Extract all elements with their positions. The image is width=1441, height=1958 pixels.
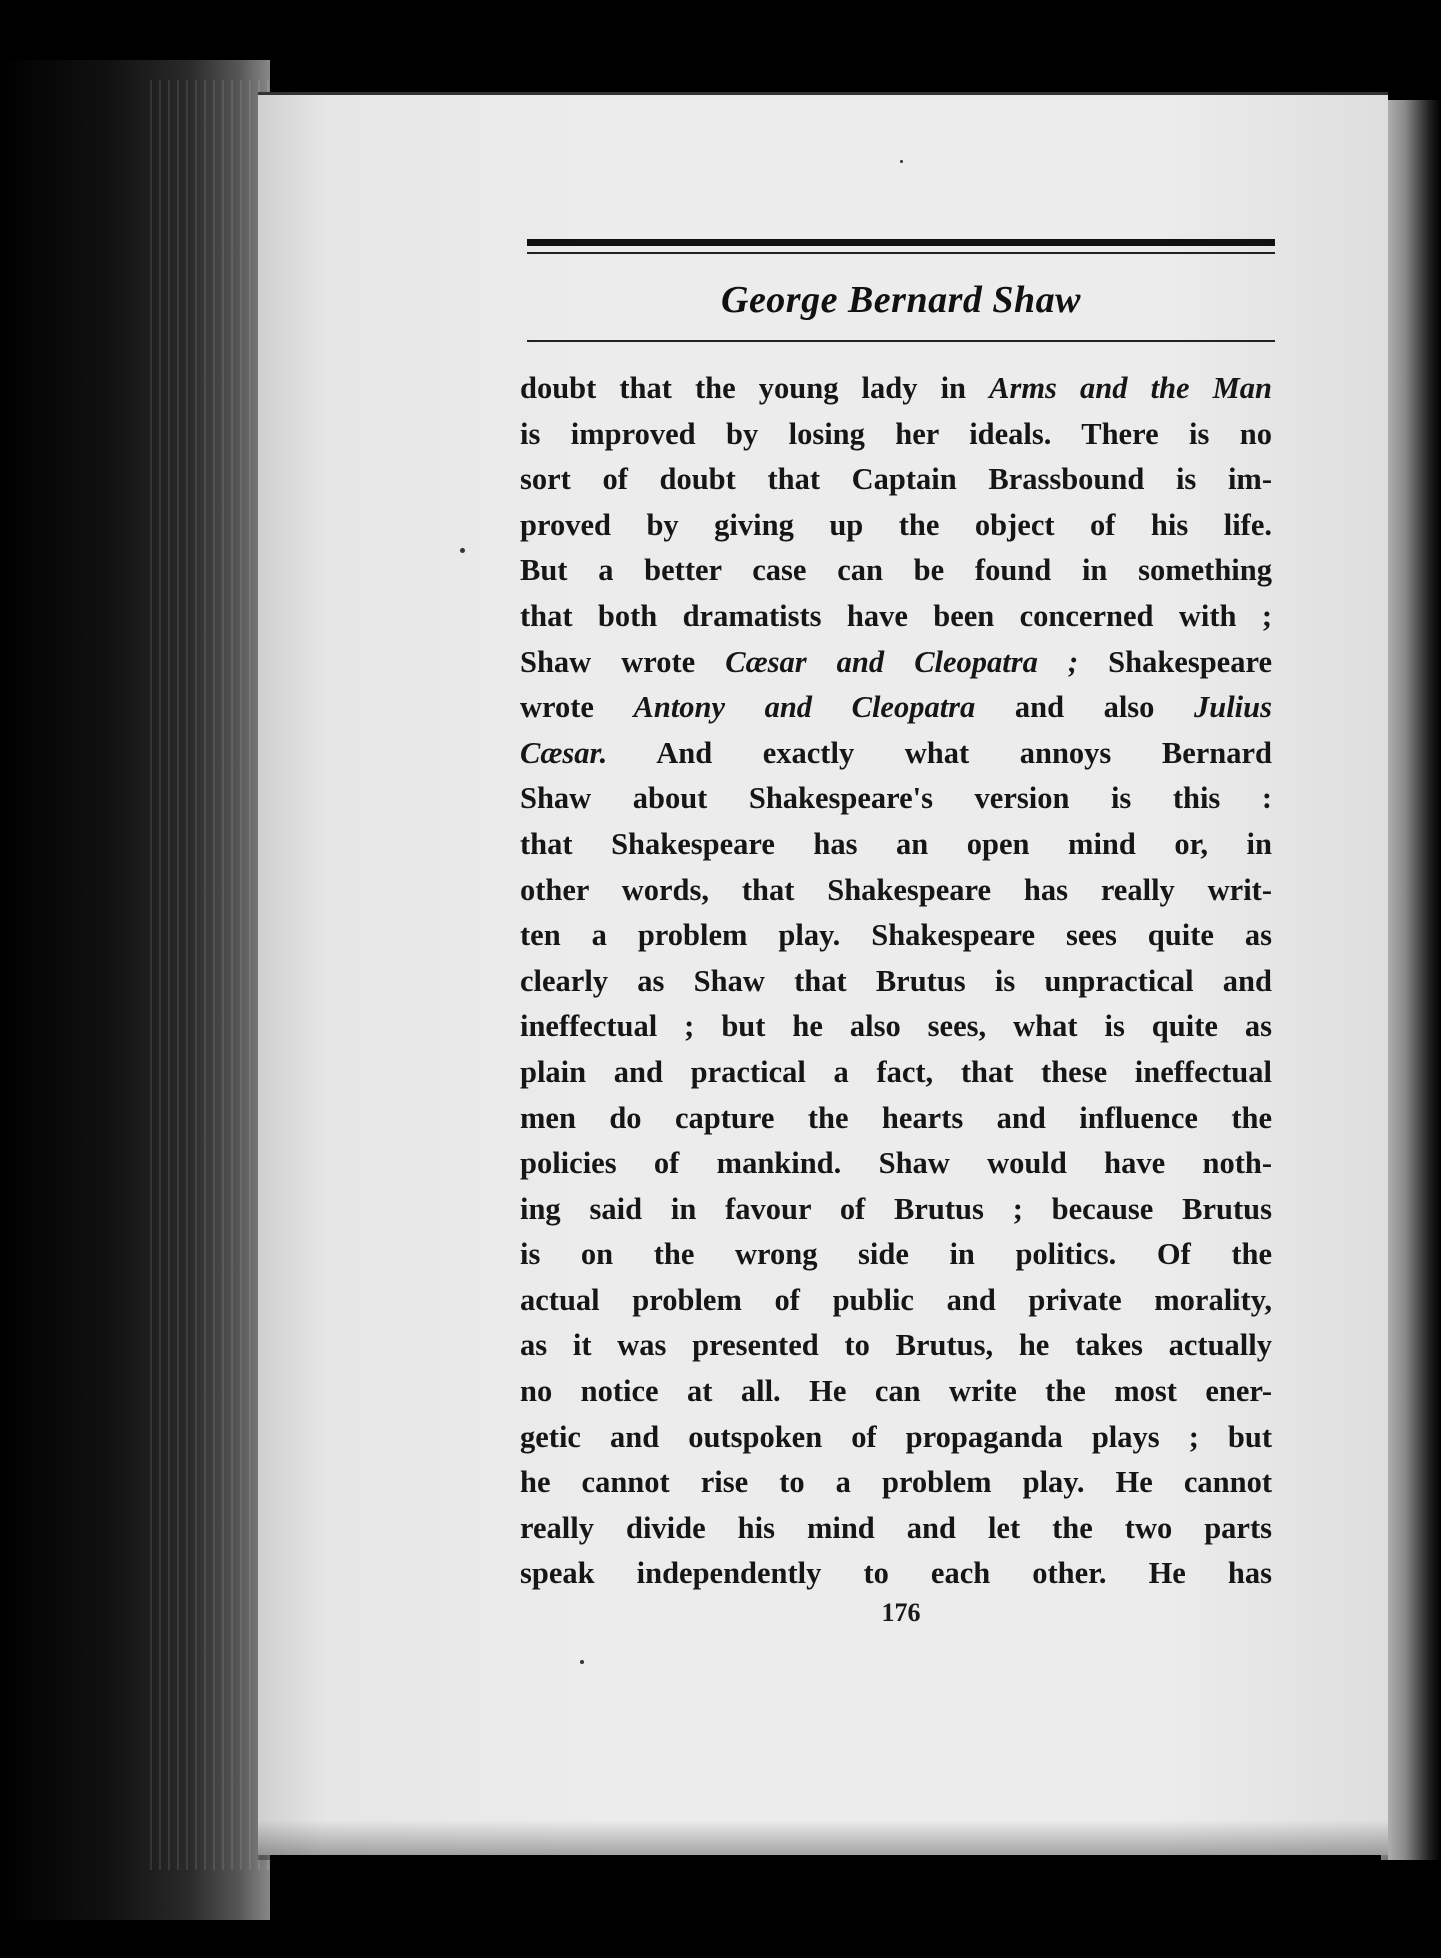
text-segment: Shaw about Shakespeare's version is this : <box>520 781 1272 816</box>
body-text <box>520 366 1272 1597</box>
text-line <box>520 913 1272 959</box>
text-segment: Shaw wrote <box>520 644 726 679</box>
page-number: 176 <box>881 1598 921 1627</box>
text-line <box>520 1323 1272 1369</box>
text-segment: plain and practical a fact, that these ineffectual <box>520 1054 1272 1089</box>
running-head: George Bernard Shaw <box>721 279 1081 321</box>
paper-speck <box>460 548 465 553</box>
text-segment: Shakespeare <box>1078 644 1272 679</box>
paper-speck <box>900 160 903 163</box>
text-segment: really divide his mind and let the two parts <box>520 1510 1272 1545</box>
italic-title: Arms and the Man <box>989 371 1272 405</box>
text-line <box>520 1551 1272 1597</box>
text-line <box>520 868 1272 914</box>
header-rule-bottom <box>527 340 1275 342</box>
text-segment: ineffectual ; but he also sees, what is quite as <box>520 1009 1272 1044</box>
text-segment: ing said in favour of Brutus ; because Brutus <box>520 1191 1272 1226</box>
text-segment: getic and outspoken of propaganda plays ; but <box>520 1419 1272 1454</box>
page-bottom-shadow <box>258 1820 1388 1860</box>
text-line <box>520 548 1272 594</box>
text-segment: as it was presented to Brutus, he takes actually <box>520 1328 1272 1363</box>
text-line <box>520 959 1272 1005</box>
text-line <box>520 1187 1272 1233</box>
text-segment: speak independently to each other. He has <box>520 1556 1272 1591</box>
paper-speck <box>580 1660 584 1664</box>
text-line <box>520 640 1272 686</box>
text-segment: proved by giving up the object of his life. <box>520 507 1272 542</box>
text-line <box>520 776 1272 822</box>
text-line <box>520 412 1272 458</box>
text-line <box>520 731 1272 777</box>
text-segment: actual problem of public and private morality, <box>520 1282 1272 1317</box>
italic-title: Antony and Cleopatra <box>633 690 976 725</box>
text-segment: that Shakespeare has an open mind or, in <box>520 826 1272 861</box>
text-segment: But a better case can be found in something <box>520 553 1272 588</box>
text-segment: And exactly what annoys Bernard <box>607 735 1272 770</box>
text-line <box>520 1278 1272 1324</box>
text-segment: is on the wrong side in politics. Of the <box>520 1237 1272 1272</box>
text-segment: he cannot rise to a problem play. He cannot <box>520 1465 1272 1500</box>
text-line <box>520 1415 1272 1461</box>
header-rule-thin <box>527 252 1275 254</box>
text-segment: wrote <box>520 690 634 725</box>
text-segment: men do capture the hearts and influence the <box>520 1100 1272 1135</box>
text-line <box>520 1506 1272 1552</box>
text-line <box>520 1096 1272 1142</box>
text-segment: sort of doubt that Captain Brassbound is im- <box>520 462 1272 497</box>
text-segment: ten a problem play. Shakespeare sees quite as <box>520 918 1272 953</box>
text-line <box>520 503 1272 549</box>
text-segment: and also <box>975 690 1194 725</box>
text-line <box>520 366 1272 412</box>
text-segment: doubt that the young lady in <box>520 371 990 405</box>
text-line <box>520 1050 1272 1096</box>
page-stack-edges <box>150 80 270 1870</box>
header-rule-thick <box>527 239 1275 246</box>
text-segment: policies of mankind. Shaw would have noth- <box>520 1146 1272 1181</box>
text-line <box>520 685 1272 731</box>
text-segment: no notice at all. He can write the most ener- <box>520 1374 1272 1409</box>
text-line <box>520 594 1272 640</box>
facing-page-edge <box>1381 100 1441 1860</box>
italic-title: Julius <box>1193 690 1272 725</box>
text-line <box>520 1460 1272 1506</box>
italic-title: Cæsar. <box>520 735 608 770</box>
text-segment: that both dramatists have been concerned with ; <box>520 598 1272 633</box>
text-line <box>520 457 1272 503</box>
text-line <box>520 1141 1272 1187</box>
text-line <box>520 1004 1272 1050</box>
text-line <box>520 1232 1272 1278</box>
text-line <box>520 1369 1272 1415</box>
text-segment: other words, that Shakespeare has really writ- <box>520 872 1272 907</box>
italic-title: Cæsar and Cleopatra ; <box>725 644 1079 679</box>
text-segment: is improved by losing her ideals. There is no <box>520 416 1272 451</box>
text-segment: clearly as Shaw that Brutus is unpractical and <box>520 963 1272 998</box>
text-line <box>520 822 1272 868</box>
